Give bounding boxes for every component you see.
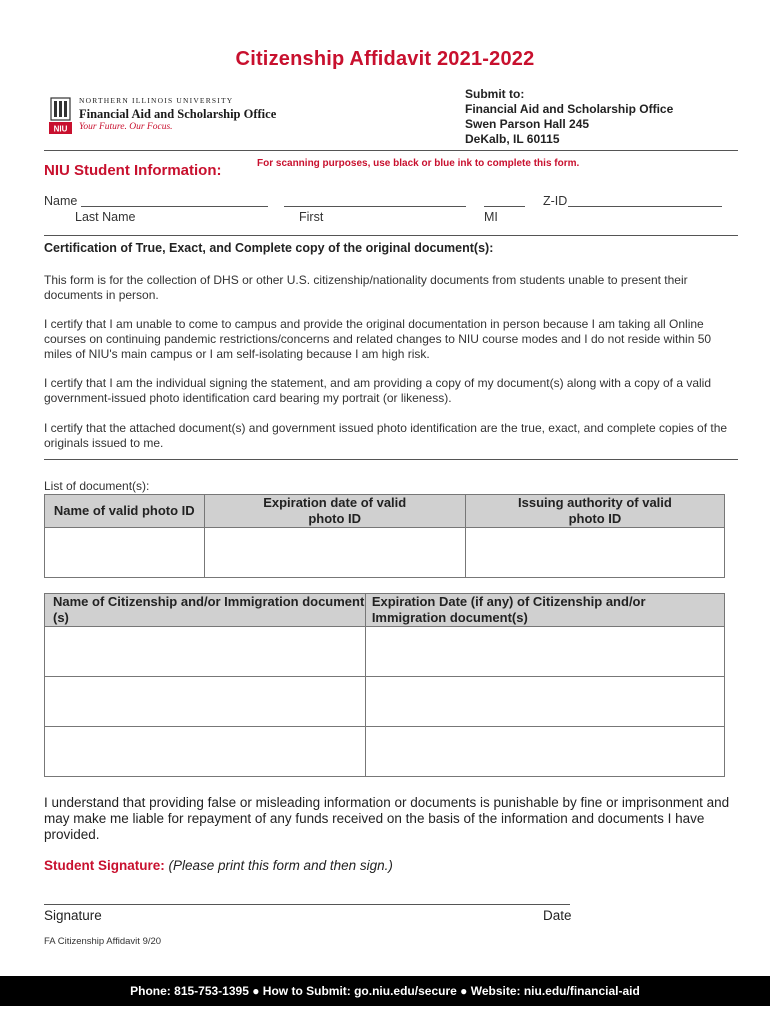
certification-para-3: I certify that I am the individual signing the statement, and am providing a copy of my document(s) along with a copy of a valid government-issued photo identification card bearing my portrait (or likeness). <box>44 376 712 405</box>
understand-statement: I understand that providing false or misleading information or documents is punishable by fine or imprisonment and may make me liable for repayment of any funds received on the basis of the information and documents I have provided. <box>44 795 730 842</box>
mi-field[interactable] <box>484 206 525 207</box>
photo-id-expiration-cell[interactable] <box>204 528 465 578</box>
name-field-row <box>44 194 77 208</box>
certification-para-4: I certify that the attached document(s) and government issued photo identification are the true, exact, and complete copies of the originals issued to me. <box>44 421 728 450</box>
form-code: FA Citizenship Affidavit 9/20 <box>44 936 162 947</box>
submit-heading: Submit to: <box>465 87 525 101</box>
submit-line1: Financial Aid and Scholarship Office <box>465 102 674 116</box>
submit-line3: DeKalb, IL 60115 <box>465 132 560 146</box>
page-title: Citizenship Affidavit 2021-2022 <box>235 48 535 70</box>
submit-line2: Swen Parson Hall 245 <box>465 117 590 131</box>
citizenship-doc-name-cell[interactable] <box>45 627 366 677</box>
submit-address <box>465 87 673 147</box>
citizenship-doc-expiration-header: Expiration Date (if any) of Citizenship and/or Immigration document(s) <box>365 594 724 627</box>
citizenship-doc-name-cell[interactable] <box>45 727 366 777</box>
logo-office-name: Financial Aid and Scholarship Office <box>79 107 277 121</box>
scan-note: For scanning purposes, use black or blue ink to complete this form. <box>257 158 580 169</box>
signature-line[interactable] <box>44 904 570 905</box>
signature-instruction: (Please print this form and then sign.) <box>168 858 393 873</box>
logo-university: NORTHERN ILLINOIS UNIVERSITY <box>79 96 234 105</box>
divider <box>44 150 738 151</box>
first-name-label: First <box>299 210 324 224</box>
citizenship-doc-name-cell[interactable] <box>45 677 366 727</box>
citizenship-doc-expiration-cell[interactable] <box>365 677 724 727</box>
photo-id-authority-cell[interactable] <box>465 528 724 578</box>
photo-id-name-cell[interactable] <box>45 528 205 578</box>
signature-heading <box>44 858 393 873</box>
photo-id-authority-header: Issuing authority of valid photo ID <box>465 495 724 528</box>
photo-id-expiration-header: Expiration date of valid photo ID <box>204 495 465 528</box>
citizenship-doc-expiration-cell[interactable] <box>365 627 724 677</box>
signature-label: Student Signature: <box>44 858 165 873</box>
niu-crest-icon <box>49 96 72 136</box>
divider <box>44 459 738 460</box>
divider <box>44 235 738 236</box>
photo-id-table <box>44 494 725 578</box>
name-prefix: Name <box>44 194 78 208</box>
date-caption: Date <box>543 908 572 923</box>
niu-logo <box>49 94 299 138</box>
zid-prefix: Z-ID <box>543 194 568 208</box>
certification-para-1: This form is for the collection of DHS or other U.S. citizenship/nationality documents from students unable to present their documents in person. <box>44 273 688 302</box>
logo-tagline: Your Future. Our Focus. <box>79 122 173 132</box>
signature-caption: Signature <box>44 908 102 923</box>
niu-mark-text: NIU <box>53 124 68 134</box>
citizenship-document-table <box>44 593 725 777</box>
document-list-label: List of document(s): <box>44 479 150 493</box>
citizenship-doc-name-header: Name of Citizenship and/or Immigration document (s) <box>45 594 366 627</box>
zid-field[interactable] <box>568 206 722 207</box>
certification-heading: Certification of True, Exact, and Complete copy of the original document(s): <box>44 241 494 255</box>
last-name-field[interactable] <box>81 206 268 207</box>
certification-para-2: I certify that I am unable to come to campus and provide the original documentation in person because I am taking all Online courses on continuing pandemic restrictions/concerns and related changes to NIU course modes and I do not reside within 50 miles of NIU's main campus or I am self-isolating because I am high risk. <box>44 317 712 361</box>
student-info-heading: NIU Student Information: <box>44 162 222 179</box>
mi-label: MI <box>484 210 498 224</box>
photo-id-name-header: Name of valid photo ID <box>45 495 205 528</box>
last-name-label: Last Name <box>75 210 136 224</box>
first-name-field[interactable] <box>284 206 466 207</box>
citizenship-doc-expiration-cell[interactable] <box>365 727 724 777</box>
footer-bar: Phone: 815-753-1395 ● How to Submit: go.niu.edu/secure ● Website: niu.edu/financial-aid <box>0 976 770 1006</box>
